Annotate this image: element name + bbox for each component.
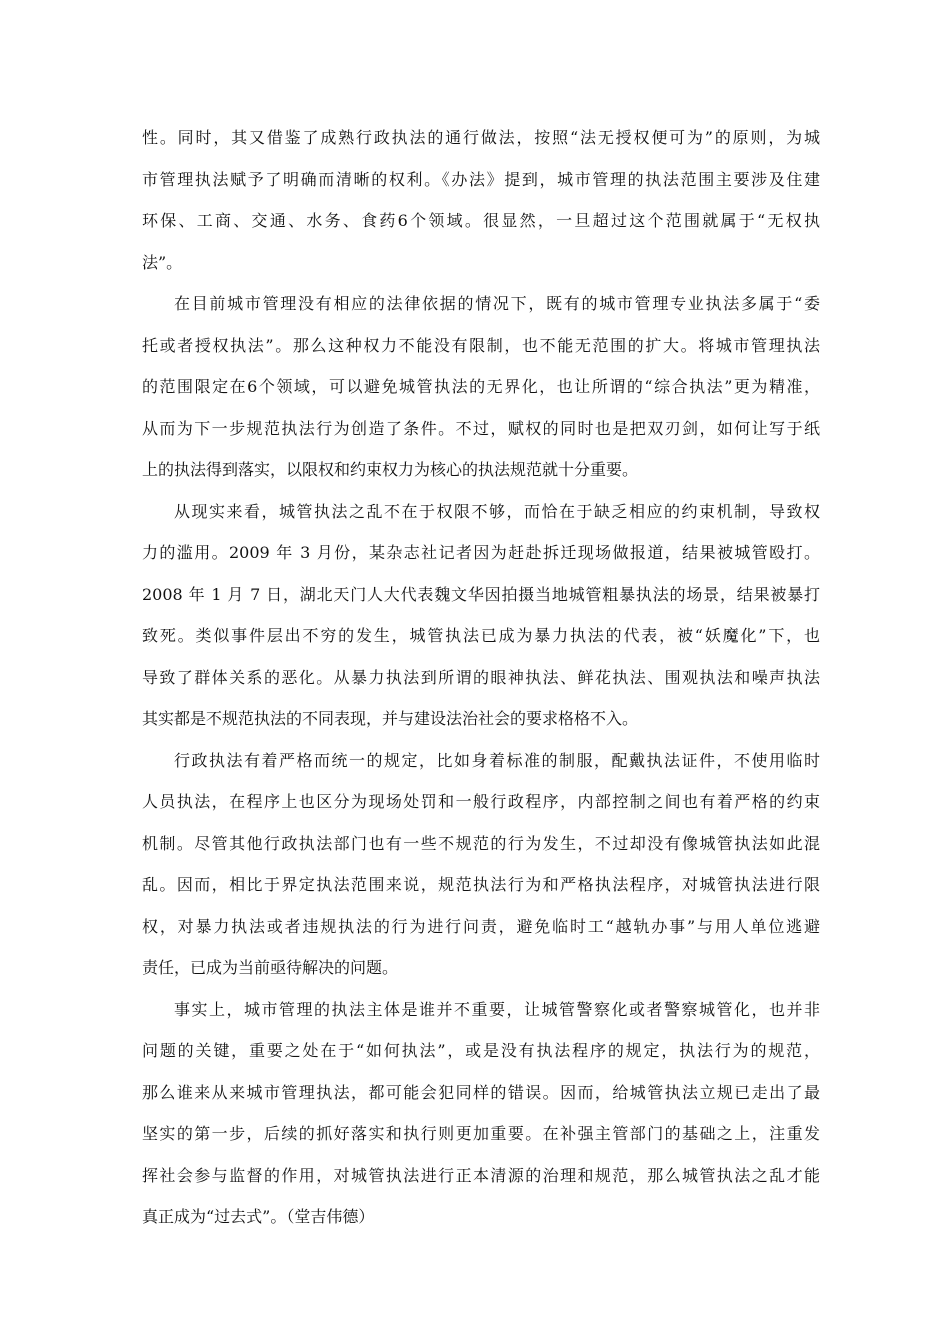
text-line: 行政执法有着严格而统一的规定，比如身着标准的制服，配戴执法证件，不使用临时 [174, 750, 820, 770]
text-line: 真正成为“过去式”。（堂吉伟德） [142, 1207, 375, 1226]
paragraph [142, 989, 820, 1238]
text-line: 环保、工商、交通、水务、食药6个领域。很显然，一旦超过这个范围就属于“无权执 [142, 211, 820, 230]
text-line: 在目前城市管理没有相应的法律依据的情况下，既有的城市管理专业执法多属于“委 [174, 294, 820, 313]
text-line: 坚实的第一步，后续的抓好落实和执行则更加重要。在补强主管部门的基础之上，注重发 [142, 1124, 820, 1143]
paragraph [142, 283, 820, 491]
text-line: 挥社会参与监督的作用，对城管执法进行正本清源的治理和规范，那么城管执法之乱才能 [142, 1165, 820, 1185]
text-line: 托或者授权执法”。那么这种权力不能没有限制，也不能无范围的扩大。将城市管理执法 [142, 335, 820, 355]
paragraph [142, 491, 820, 740]
text-line: 力的滥用。2009 年 3 月份，某杂志社记者因为赶赴拆迁现场做报道，结果被城管殴打。 [142, 543, 820, 562]
text-line: 的范围限定在6个领域，可以避免城管执法的无界化，也让所谓的“综合执法”更为精准， [142, 377, 820, 396]
text-line: 那么谁来从来城市管理执法，都可能会犯同样的错误。因而，给城管执法立规已走出了最 [142, 1082, 820, 1102]
text-line: 其实都是不规范执法的不同表现，并与建设法治社会的要求格格不入。 [142, 709, 639, 728]
text-line: 致死。类似事件层出不穷的发生，城管执法已成为暴力执法的代表，被“妖魔化”下，也 [142, 626, 820, 645]
text-line: 法”。 [142, 252, 183, 272]
paragraph [142, 117, 820, 283]
text-line: 机制。尽管其他行政执法部门也有一些不规范的行为发生，不过却没有像城管执法如此混 [142, 833, 820, 853]
text-line: 从而为下一步规范执法行为创造了条件。不过，赋权的同时也是把双刃剑，如何让写于纸 [142, 418, 820, 438]
text-line: 事实上，城市管理的执法主体是谁并不重要，让城管警察化或者警察城管化，也并非 [174, 999, 820, 1019]
text-line: 上的执法得到落实，以限权和约束权力为核心的执法规范就十分重要。 [142, 460, 639, 479]
text-line: 权，对暴力执法或者违规执法的行为进行问责，避免临时工“越轨办事”与用人单位逃避 [142, 916, 820, 936]
paragraph [142, 740, 820, 989]
text-line: 2008 年 1 月 7 日，湖北天门人大代表魏文华因拍摄当地城管粗暴执法的场景，结果被暴打 [142, 584, 820, 604]
text-line: 性。同时，其又借鉴了成熟行政执法的通行做法，按照“法无授权便可为”的原则，为城 [142, 128, 820, 147]
text-line: 乱。因而，相比于界定执法范围来说，规范执法行为和严格执法程序，对城管执法进行限 [142, 875, 820, 894]
text-line: 导致了群体关系的恶化。从暴力执法到所谓的眼神执法、鲜花执法、围观执法和噪声执法 [142, 667, 820, 687]
text-line: 问题的关键，重要之处在于“如何执法”，或是没有执法程序的规定，执法行为的规范， [142, 1041, 820, 1060]
text-line: 人员执法，在程序上也区分为现场处罚和一般行政程序，内部控制之间也有着严格的约束 [142, 792, 820, 811]
text-line: 责任，已成为当前亟待解决的问题。 [142, 958, 399, 977]
text-line: 市管理执法赋予了明确而清晰的权利。《办法》提到，城市管理的执法范围主要涉及住建 [142, 169, 820, 189]
article-body [142, 117, 820, 1238]
text-line: 从现实来看，城管执法之乱不在于权限不够，而恰在于缺乏相应的约束机制，导致权 [174, 501, 820, 521]
